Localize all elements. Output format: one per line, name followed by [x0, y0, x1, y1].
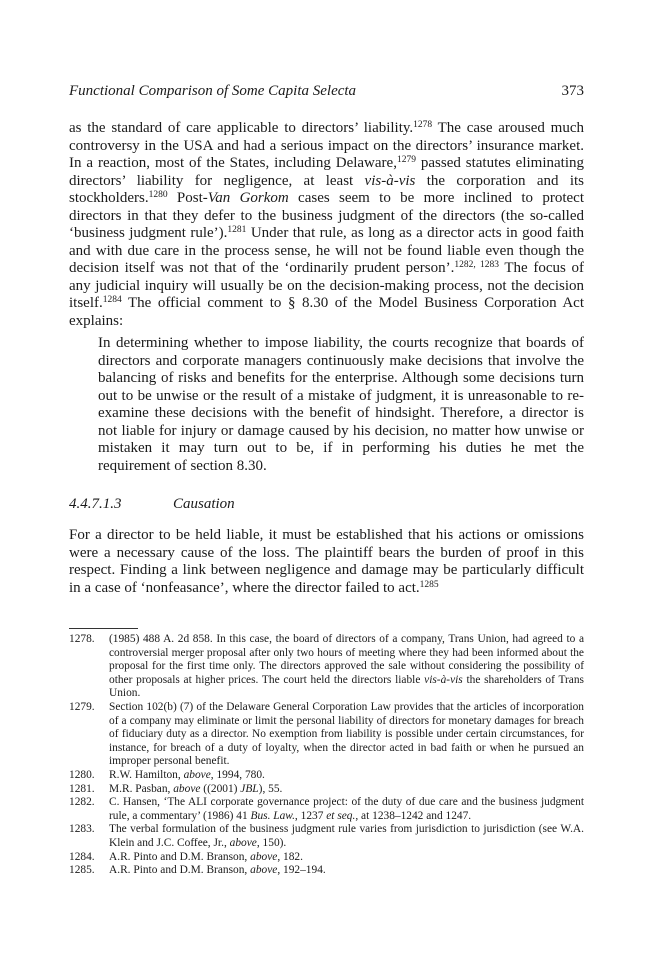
footnote-1283: [69, 823, 584, 850]
footnote-ref-1278[interactable]: 1278: [413, 120, 433, 130]
text-run: cases seem to be more inclined to protect directors in that they defer to the business judgment of the directors (the so-called ‘business judgment rule’).: [69, 190, 585, 241]
footnote-ref-1284[interactable]: 1284: [102, 295, 122, 305]
text-run: The official comment to § 8.30 of the Model Business Corporation Act explains:: [69, 295, 584, 329]
text-run: The case aroused much controversy in the USA and had a serious impact on the directors’ insurance market. In a reaction, most of the States, including Delaware,: [69, 120, 584, 171]
footnote-ref-1279[interactable]: 1279: [396, 155, 416, 165]
footnote-ref-1281[interactable]: 1281: [227, 225, 247, 235]
footnote-number: 1285.: [69, 864, 95, 877]
footnote-1278: [69, 633, 584, 701]
text-run: , 182.: [277, 850, 303, 863]
footnote-1281: [69, 783, 584, 797]
italic-run: JBL: [240, 782, 259, 795]
footnotes: [69, 633, 584, 878]
footnote-ref-1282-1283[interactable]: 1282, 1283: [454, 260, 499, 270]
footnote-number: 1281.: [69, 782, 95, 795]
italic-run: above: [250, 864, 278, 877]
italic-run: Van Gorkom: [207, 190, 289, 206]
text-run: , 1994, 780.: [210, 768, 265, 781]
section-number: 4.4.7.1.3: [69, 496, 122, 512]
text-run: A.R. Pinto and D.M. Branson,: [109, 864, 251, 877]
footnote-number: 1278.: [69, 633, 95, 645]
text-run: Under that rule, as long as a director acts in good faith and with due care in the process sense, he will not be found liable even though the decision itself was not that of the ‘ordinarily prudent person’.: [69, 225, 584, 276]
text-run: , 192–194.: [277, 864, 326, 877]
running-title: Functional Comparison of Some Capita Selecta: [69, 83, 357, 99]
footnote-number: 1280.: [69, 768, 95, 781]
section-heading: [69, 496, 235, 513]
text-run: ), 55.: [258, 782, 283, 795]
text-run: Section 102(b) (7) of the Delaware General Corporation Law provides that the articles of incorporation of a company may eliminate or limit the personal liability of directors for monetary damages for breach of fiduciary duty as a director. No exemption from liability is possible under certain circumstances, for instance, for breach of a duty of loyalty, when the director acted in bad faith or when he pursued an improper personal benefit.: [109, 700, 584, 768]
footnote-number: 1279.: [69, 700, 95, 713]
footnote-divider: [69, 628, 138, 629]
footnote-1282: [69, 796, 584, 823]
footnote-ref-1285[interactable]: 1285: [419, 579, 439, 590]
italic-run: above: [229, 836, 257, 849]
text-run: The focus of any judicial inquiry will usually be on the decision-making process, not the decision itself.: [69, 260, 584, 311]
text-run: the shareholders of Trans Union.: [109, 673, 584, 700]
text-run: C. Hansen, ‘The ALI corporate governance project: of the duty of due care and the business judgment rule, a commentary’ (1986) 41: [109, 796, 584, 822]
text-run: ((2001): [200, 782, 241, 795]
footnote-number: 1282.: [69, 796, 95, 809]
italic-run: Bus. Law.: [250, 809, 295, 822]
text-run: , at 1238–1242 and 1247.: [355, 809, 472, 822]
running-header: [69, 83, 584, 100]
text-run: , 150).: [256, 836, 287, 849]
italic-run: above: [250, 850, 278, 863]
body-paragraph-1: [69, 120, 584, 330]
text-run: R.W. Hamilton,: [109, 768, 184, 781]
italic-run: above: [183, 768, 211, 781]
italic-run: vis-à-vis: [424, 673, 463, 686]
section-title: Causation: [173, 496, 235, 512]
text-run: M.R. Pasban,: [109, 782, 174, 795]
text-run: , 1237: [294, 809, 327, 822]
italic-run: above: [173, 782, 201, 795]
body-paragraph-2: [69, 527, 584, 597]
text-run: passed statutes eliminating directors’ liability for negligence, at least: [69, 155, 584, 189]
footnote-1285: [69, 864, 584, 878]
text-run: as the standard of care applicable to directors’ liability.: [69, 120, 414, 136]
text-run: The verbal formulation of the business judgment rule varies from jurisdiction to jurisdiction (see W.A. Klein and J.C. Coffee, Jr.,: [109, 823, 584, 849]
footnote-ref-1280[interactable]: 1280: [148, 190, 168, 200]
text-run: the corporation and its stockholders.: [69, 172, 585, 206]
italic-run: vis-à-vis: [364, 172, 416, 189]
text-run: (1985) 488 A. 2d 858. In this case, the board of directors of a company, Trans Union, had agreed to a controversial merger proposal after only two hours of meeting where they had been informed about the proposal for the first time only. The directors approved the sale without considering the possibility of other proposals at higher prices. The court held the directors liable: [109, 633, 584, 686]
text-run: A.R. Pinto and D.M. Branson,: [109, 850, 251, 863]
italic-run: et seq.: [326, 809, 356, 822]
footnote-number: 1283.: [69, 823, 95, 836]
footnote-1279: [69, 701, 584, 769]
text-run: For a director to be held liable, it must be established that his actions or omissions were a necessary cause of the loss. The plaintiff bears the burden of proof in this respect. Finding a link between negligence and damage may be particularly difficult in a case of ‘nonfeasance’, where the director failed to act.: [69, 527, 584, 596]
page-number: 373: [561, 83, 584, 99]
footnote-1284: [69, 851, 584, 865]
footnote-number: 1284.: [69, 850, 95, 863]
footnote-1280: [69, 769, 584, 783]
text-run: Post-: [167, 190, 208, 206]
block-quote: In determining whether to impose liability, the courts recognize that boards of directors and corporate managers continuously make decisions that involve the balancing of risks and benefits for the enterprise. Although some decisions turn out to be unwise or the result of a mistake of judgment, it is unreasonable to re-examine these decisions with the benefit of hindsight. Therefore, a director is not liable for injury or damage caused by his decision, no matter how unwise or mistaken it may turn out to be, if in performing his duties he met the requirement of section 8.30.: [98, 335, 584, 474]
